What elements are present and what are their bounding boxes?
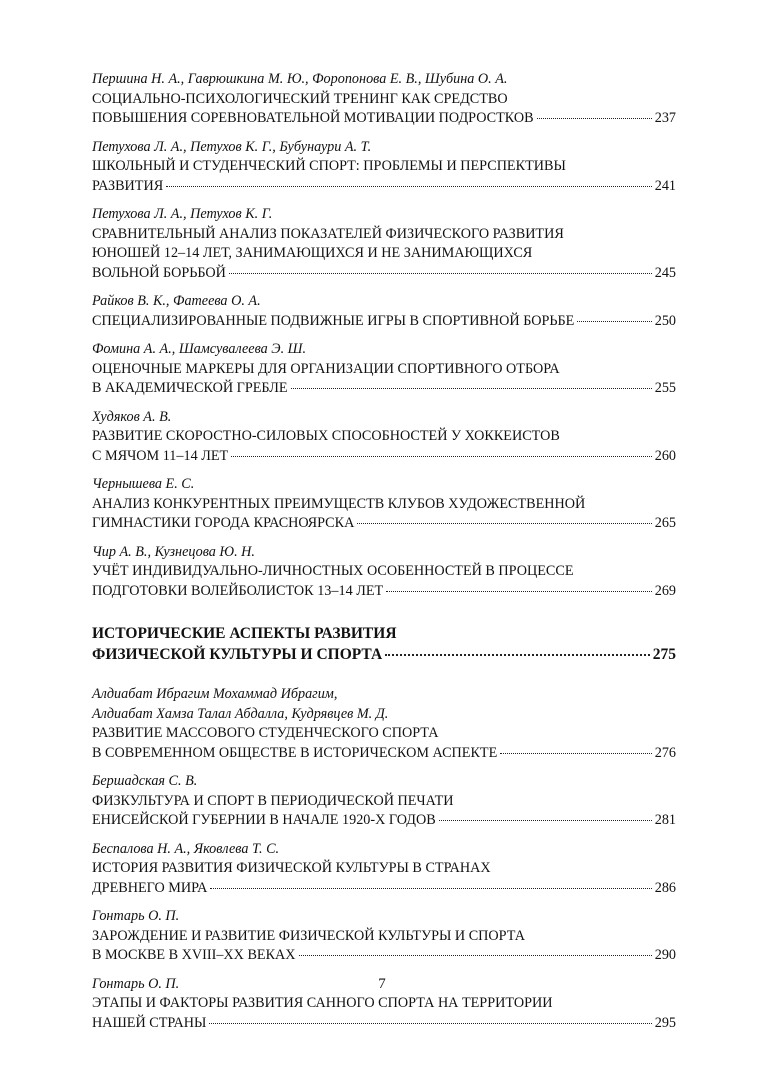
entry-authors: Худяков А. В.: [92, 408, 172, 425]
entry-page-number: 255: [654, 380, 676, 396]
toc-entry: [92, 543, 676, 602]
entry-title-last-line: [92, 177, 676, 197]
toc-entry: [92, 840, 676, 899]
entry-title-line: ФИЗКУЛЬТУРА И СПОРТ В ПЕРИОДИЧЕСКОЙ ПЕЧАТИ: [92, 792, 454, 809]
entry-page-number: 290: [654, 947, 676, 963]
dot-leader: [210, 888, 651, 889]
entry-title-text: В МОСКВЕ В XVIII–XX ВЕКАХ: [92, 947, 296, 963]
dot-leader: [209, 1023, 651, 1024]
entry-page-number: 245: [654, 264, 676, 281]
entry-title-last-line: [92, 312, 676, 332]
dot-leader: [386, 591, 652, 592]
entry-authors: Петухова Л. А., Петухов К. Г., Бубунаури А. Т.: [92, 138, 372, 155]
dot-leader: [439, 820, 652, 821]
entry-title-last-line: [92, 946, 676, 966]
entry-authors: Райков В. К., Фатеева О. А.: [92, 293, 261, 309]
dot-leader: [299, 955, 652, 956]
entry-title-line: УЧЁТ ИНДИВИДУАЛЬНО-ЛИЧНОСТНЫХ ОСОБЕННОСТЕЙ В ПРОЦЕССЕ: [92, 563, 574, 579]
entry-title-text: С МЯЧОМ 11–14 ЛЕТ: [92, 447, 229, 464]
entry-page-number: 281: [654, 812, 676, 828]
entry-title-text: РАЗВИТИЯ: [92, 177, 164, 194]
entry-authors: Гонтарь О. П.: [92, 975, 180, 992]
toc-entry: [92, 340, 676, 399]
dot-leader: [229, 273, 652, 274]
toc-entry: [92, 408, 676, 467]
entry-page-number: 276: [654, 744, 676, 761]
entry-title-text: В СОВРЕМЕННОМ ОБЩЕСТВЕ В ИСТОРИЧЕСКОМ АСПЕКТЕ: [92, 744, 498, 761]
entry-title-last-line: [92, 879, 676, 899]
entry-title-text: ПОДГОТОВКИ ВОЛЕЙБОЛИСТОК 13–14 ЛЕТ: [92, 582, 384, 599]
dot-leader: [500, 753, 651, 754]
entry-title-text: ДРЕВНЕГО МИРА: [92, 879, 208, 896]
entry-title-line: ЗАРОЖДЕНИЕ И РАЗВИТИЕ ФИЗИЧЕСКОЙ КУЛЬТУРЫ И СПОРТА: [92, 927, 525, 944]
entry-title-last-line: [92, 264, 676, 284]
entry-title-line: ЭТАПЫ И ФАКТОРЫ РАЗВИТИЯ САННОГО СПОРТА НА ТЕРРИТОРИИ: [92, 995, 553, 1011]
entry-title-line: ЮНОШЕЙ 12–14 ЛЕТ, ЗАНИМАЮЩИХСЯ И НЕ ЗАНИМАЮЩИХСЯ: [92, 245, 533, 261]
entry-page-number: 250: [654, 312, 676, 329]
entry-authors: Фомина А. А., Шамсувалеева Э. Ш.: [92, 341, 307, 357]
entry-title-line: ОЦЕНОЧНЫЕ МАРКЕРЫ ДЛЯ ОРГАНИЗАЦИИ СПОРТИВНОГО ОТБОРА: [92, 360, 560, 377]
dot-leader: [385, 654, 650, 656]
entry-authors: Чир А. В., Кузнецова Ю. Н.: [92, 543, 255, 560]
section-title-last-line: [92, 644, 676, 665]
entry-title-last-line: [92, 109, 676, 129]
toc-entry: [92, 292, 676, 331]
entry-authors: Алдиабат Ибрагим Мохаммад Ибрагим,: [92, 686, 338, 702]
section-page-number: 275: [652, 646, 676, 663]
toc-entry: [92, 475, 676, 534]
entry-title-text: ЕНИСЕЙСКОЙ ГУБЕРНИИ В НАЧАЛЕ 1920-Х ГОДОВ: [92, 812, 436, 828]
entry-title-line: РАЗВИТИЕ СКОРОСТНО-СИЛОВЫХ СПОСОБНОСТЕЙ У ХОККЕИСТОВ: [92, 428, 560, 444]
entry-title-last-line: [92, 379, 676, 399]
section-title-line: ИСТОРИЧЕСКИЕ АСПЕКТЫ РАЗВИТИЯ: [92, 625, 397, 642]
entry-title-text: В АКАДЕМИЧЕСКОЙ ГРЕБЛЕ: [92, 380, 288, 396]
entry-title-last-line: [92, 514, 676, 534]
entry-authors: Петухова Л. А., Петухов К. Г.: [92, 206, 273, 222]
entry-title-text: НАШЕЙ СТРАНЫ: [92, 1014, 207, 1031]
entry-authors-continued: Алдиабат Хамза Талал Абдалла, Кудрявцев М. Д.: [92, 705, 389, 722]
section-heading: [92, 623, 676, 665]
entry-page-number: 295: [654, 1014, 676, 1031]
entry-authors: Беспалова Н. А., Яковлева Т. С.: [92, 840, 280, 857]
entry-title-text: ПОВЫШЕНИЯ СОРЕВНОВАТЕЛЬНОЙ МОТИВАЦИИ ПОДРОСТКОВ: [92, 110, 534, 126]
toc-entry: [92, 138, 676, 197]
table-of-contents: [92, 70, 676, 1042]
toc-entry: [92, 70, 676, 129]
dot-leader: [291, 388, 652, 389]
entry-authors: Першина Н. А., Гаврюшкина М. Ю., Форопонова Е. В., Шубина О. А.: [92, 71, 508, 87]
entry-page-number: 241: [654, 177, 676, 194]
dot-leader: [357, 523, 651, 524]
dot-leader: [537, 118, 652, 119]
entry-title-text: ВОЛЬНОЙ БОРЬБОЙ: [92, 264, 226, 281]
entry-title-last-line: [92, 447, 676, 467]
toc-entry: [92, 205, 676, 283]
dot-leader: [231, 456, 652, 457]
entry-title-line: СРАВНИТЕЛЬНЫЙ АНАЛИЗ ПОКАЗАТЕЛЕЙ ФИЗИЧЕСКОГО РАЗВИТИЯ: [92, 225, 564, 242]
entry-title-last-line: [92, 744, 676, 764]
entry-title-line: ИСТОРИЯ РАЗВИТИЯ ФИЗИЧЕСКОЙ КУЛЬТУРЫ В СТРАНАХ: [92, 860, 491, 876]
entry-title-last-line: [92, 811, 676, 831]
entry-title-line: АНАЛИЗ КОНКУРЕНТНЫХ ПРЕИМУЩЕСТВ КЛУБОВ ХУДОЖЕСТВЕННОЙ: [92, 495, 586, 512]
entry-page-number: 260: [654, 447, 676, 464]
toc-entry: [92, 685, 676, 763]
entry-authors: Чернышева Е. С.: [92, 476, 195, 492]
entry-title-line: ШКОЛЬНЫЙ И СТУДЕНЧЕСКИЙ СПОРТ: ПРОБЛЕМЫ И ПЕРСПЕКТИВЫ: [92, 158, 566, 174]
entry-title-text: ГИМНАСТИКИ ГОРОДА КРАСНОЯРСКА: [92, 515, 355, 531]
entry-page-number: 265: [654, 515, 676, 531]
section-title-text: ФИЗИЧЕСКОЙ КУЛЬТУРЫ И СПОРТА: [92, 646, 383, 663]
toc-entry: [92, 772, 676, 831]
entry-title-last-line: [92, 582, 676, 602]
entry-page-number: 286: [654, 879, 676, 896]
entry-title-line: СОЦИАЛЬНО-ПСИХОЛОГИЧЕСКИЙ ТРЕНИНГ КАК СРЕДСТВО: [92, 90, 508, 107]
page-number: 7: [378, 976, 386, 992]
entry-title-text: СПЕЦИАЛИЗИРОВАННЫЕ ПОДВИЖНЫЕ ИГРЫ В СПОРТИВНОЙ БОРЬБЕ: [92, 312, 575, 329]
entry-title-last-line: [92, 1014, 676, 1034]
toc-entry: [92, 907, 676, 966]
toc-group-a: [92, 70, 676, 601]
entry-authors: Бершадская С. В.: [92, 773, 198, 789]
entry-title-line: РАЗВИТИЕ МАССОВОГО СТУДЕНЧЕСКОГО СПОРТА: [92, 725, 439, 741]
entry-page-number: 237: [654, 110, 676, 126]
entry-page-number: 269: [654, 582, 676, 599]
entry-authors: Гонтарь О. П.: [92, 908, 180, 924]
dot-leader: [166, 186, 652, 187]
dot-leader: [577, 321, 651, 322]
